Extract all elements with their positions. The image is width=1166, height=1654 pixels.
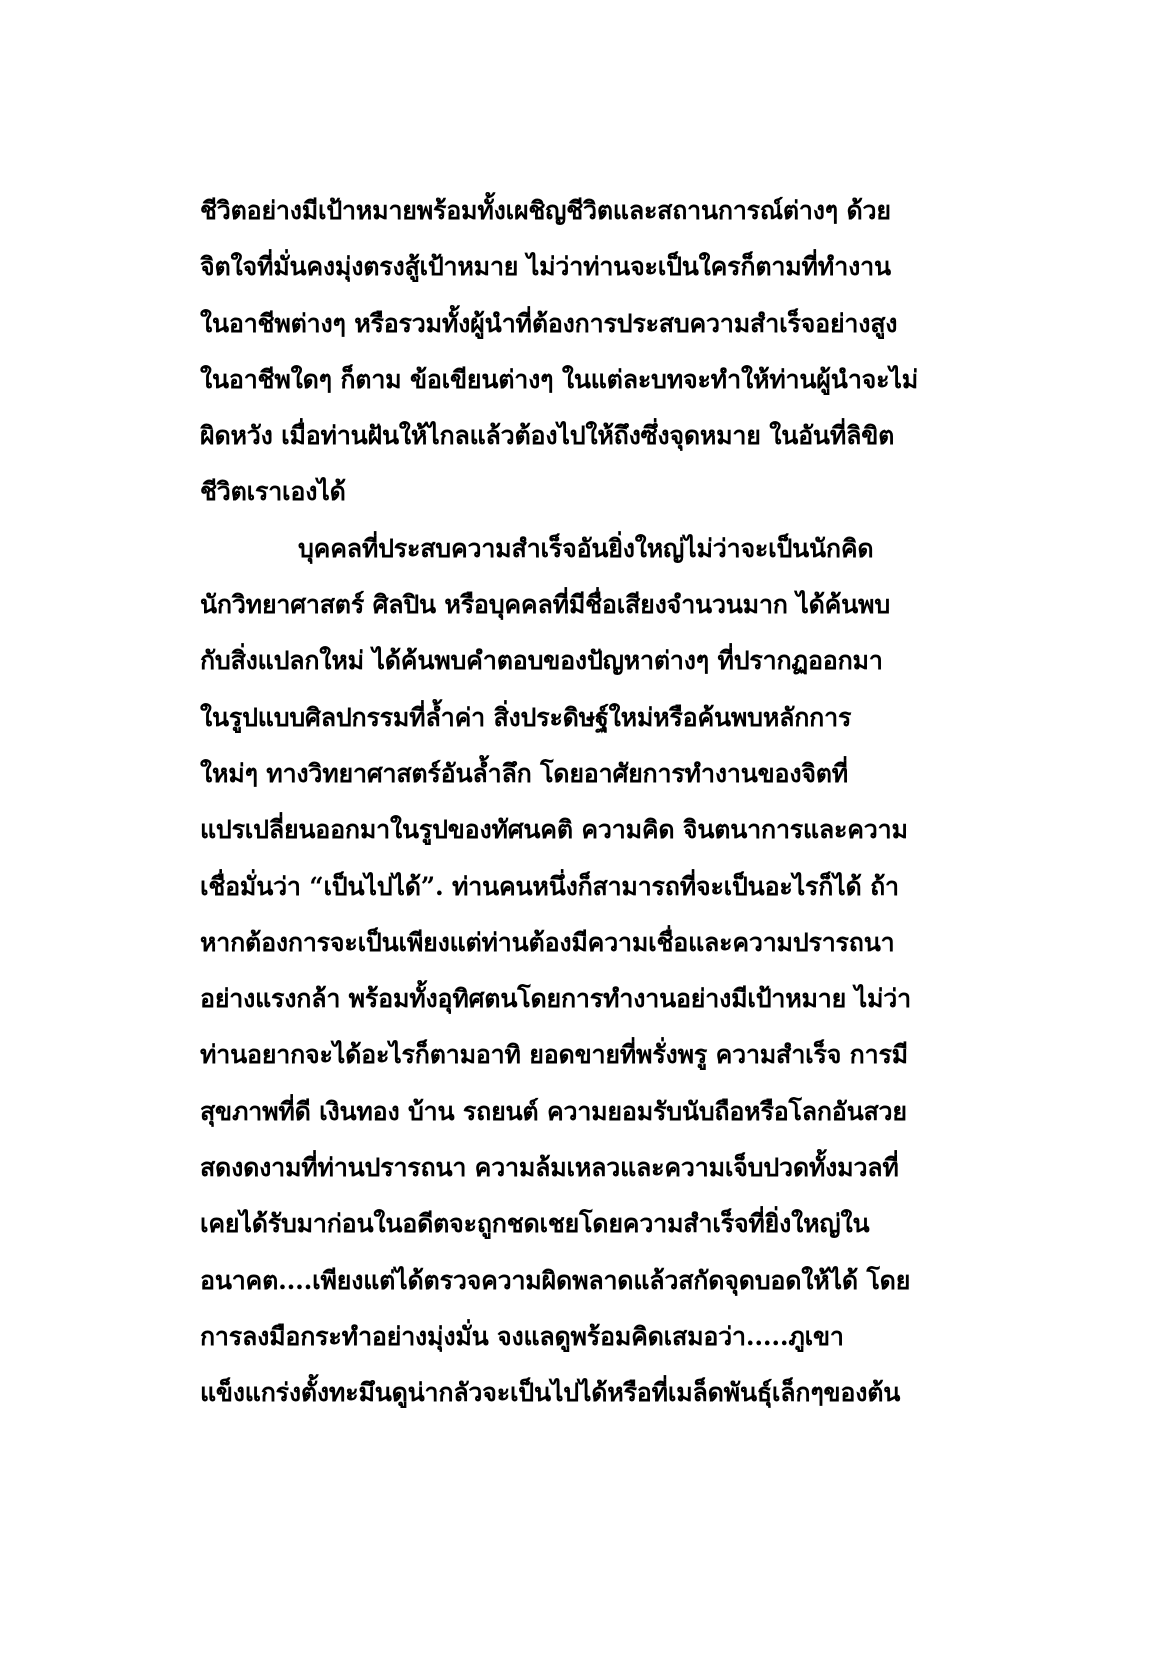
document-body [200,183,980,1422]
text-line: อนาคต....เพียงแต่ได้ตรวจความผิดพลาดแล้วสกัดจุดบอดให้ได้ โดย [200,1265,911,1295]
text-line: แปรเปลี่ยนออกมาในรูปของทัศนคติ ความคิด จินตนาการและความ [200,815,908,845]
paragraph-1 [200,183,980,521]
text-line: เคยได้รับมาก่อนในอดีตจะถูกชดเชยโดยความสำเร็จที่ยิ่งใหญ่ใน [200,1209,870,1239]
text-line: นักวิทยาศาสตร์ ศิลปิน หรือบุคคลที่มีชื่อเสียงจำนวนมาก ได้ค้นพบ [200,590,891,620]
text-line: ในอาชีพใดๆ ก็ตาม ข้อเขียนต่างๆ ในแต่ละบทจะทำให้ท่านผู้นำจะไม่ [200,364,918,394]
text-line: ผิดหวัง เมื่อท่านฝันให้ไกลแล้วต้องไปให้ถึงซึ่งจุดหมาย ในอันที่ลิขิต [200,421,895,451]
text-line: สดงดงามที่ท่านปรารถนา ความล้มเหลวและความเจ็บปวดทั้งมวลที่ [200,1153,899,1183]
text-line: แข็งแกร่งตั้งทะมึนดูน่ากลัวจะเป็นไปได้หรือที่เมล็ดพันธุ์เล็กๆของต้น [200,1378,901,1408]
text-line: ชีวิตเราเองได้ [200,477,346,507]
text-line: หากต้องการจะเป็นเพียงแต่ท่านต้องมีความเชื่อและความปรารถนา [200,927,895,957]
text-line: เชื่อมั่นว่า “เป็นไปได้”. ท่านคนหนึ่งก็สามารถที่จะเป็นอะไรก็ได้ ถ้า [200,871,899,901]
text-line: สุขภาพที่ดี เงินทอง บ้าน รถยนต์ ความยอมรับนับถือหรือโลกอันสวย [200,1096,907,1126]
text-line: อย่างแรงกล้า พร้อมทั้งอุทิศตนโดยการทำงานอย่างมีเป้าหมาย ไม่ว่า [200,984,911,1014]
text-line: ชีวิตอย่างมีเป้าหมายพร้อมทั้งเผชิญชีวิตและสถานการณ์ต่างๆ ด้วย [200,196,891,225]
paragraph-2 [200,521,980,1422]
text-line: ในรูปแบบศิลปกรรมที่ล้ำค่า สิ่งประดิษฐ์ใหม่หรือค้นพบหลักการ [200,702,852,732]
text-line: จิตใจที่มั่นคงมุ่งตรงสู้เป้าหมาย ไม่ว่าท่านจะเป็นใครก็ตามที่ทำงาน [200,252,891,282]
text-line: ในอาชีพต่างๆ หรือรวมทั้งผู้นำที่ต้องการประสบความสำเร็จอย่างสูง [200,308,898,338]
text-line: กับสิ่งแปลกใหม่ ได้ค้นพบคำตอบของปัญหาต่างๆ ที่ปรากฏออกมา [200,646,883,676]
text-line: การลงมือกระทำอย่างมุ่งมั่น จงแลดูพร้อมคิดเสมอว่า.....ภูเขา [200,1321,844,1351]
text-line-indented: บุคคลที่ประสบความสำเร็จอันยิ่งใหญ่ไม่ว่าจะเป็นนักคิด [298,533,874,563]
text-line: ท่านอยากจะได้อะไรก็ตามอาทิ ยอดขายที่พรั่งพรู ความสำเร็จ การมี [200,1040,908,1070]
text-line: ใหม่ๆ ทางวิทยาศาสตร์อันล้ำลึก โดยอาศัยการทำงานของจิตที่ [200,758,849,788]
